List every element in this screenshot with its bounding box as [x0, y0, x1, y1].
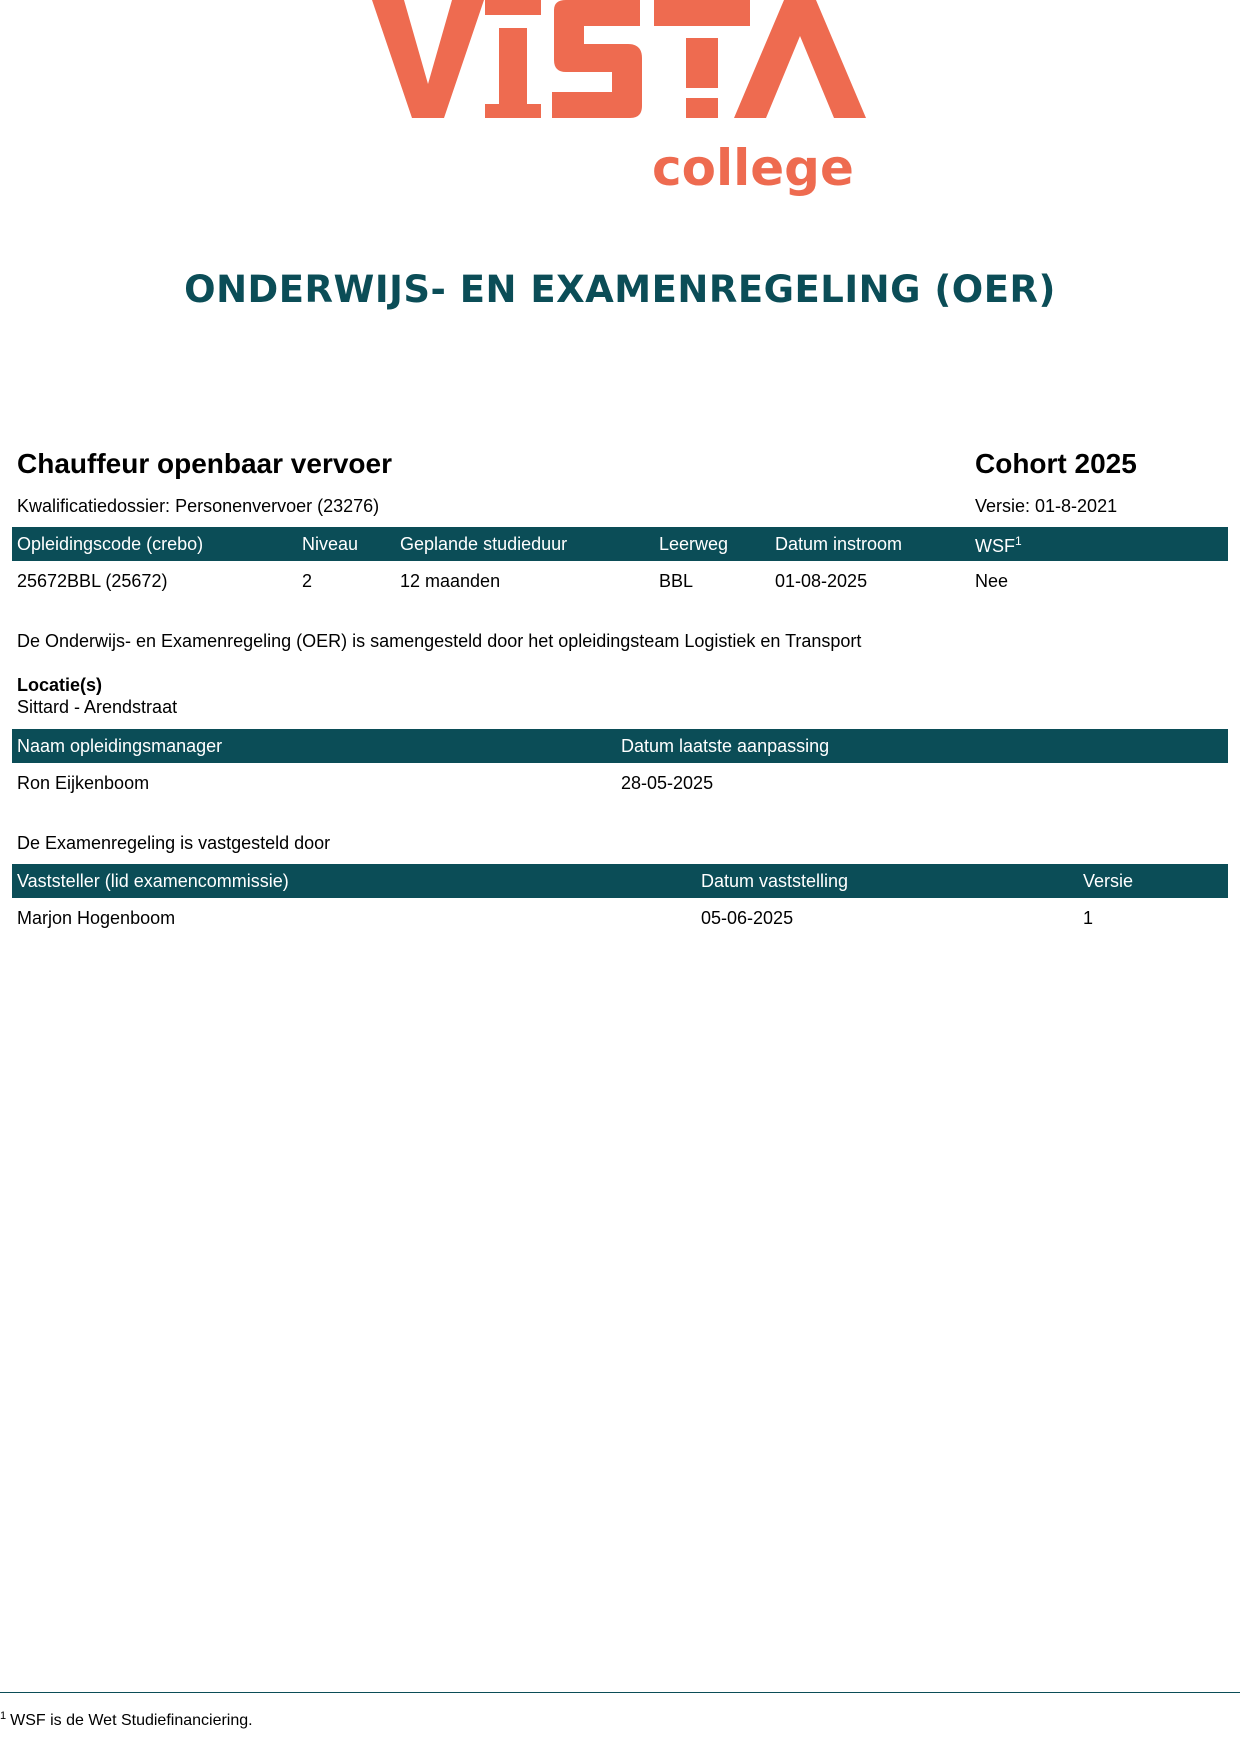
- cell-leerweg: BBL: [659, 571, 694, 591]
- header-datum-vaststelling: Datum vaststelling: [701, 871, 849, 891]
- cell-datum-vaststelling: 05-06-2025: [701, 908, 794, 928]
- course-name: Chauffeur openbaar vervoer: [17, 448, 392, 479]
- header-vaststeller: Vaststeller (lid examencommissie): [17, 871, 289, 891]
- composed-by-text: De Onderwijs- en Examenregeling (OER) is samengesteld door het opleidingsteam Logistiek en Transport: [17, 631, 862, 651]
- cell-vaststeller: Marjon Hogenboom: [17, 908, 176, 928]
- document-title: ONDERWIJS- EN EXAMENREGELING (OER): [184, 268, 1056, 311]
- header-wsf-label: WSF: [975, 536, 1015, 556]
- header-studieduur: Geplande studieduur: [400, 534, 568, 554]
- cell-opleidingscode: 25672BBL (25672): [17, 571, 168, 591]
- cell-manager-name: Ron Eijkenboom: [17, 773, 150, 793]
- cell-versie: 1: [1083, 908, 1094, 928]
- established-by-text: De Examenregeling is vastgesteld door: [17, 833, 331, 853]
- location-value: Sittard - Arendstraat: [17, 697, 178, 717]
- logo-subtitle: college: [652, 139, 854, 197]
- header-leerweg: Leerweg: [659, 534, 729, 554]
- footnote-number: 1: [0, 1710, 7, 1722]
- header-versie: Versie: [1083, 871, 1134, 891]
- versie-label: Versie: 01-8-2021: [975, 496, 1118, 516]
- establish-table-header: [12, 864, 1228, 898]
- cell-niveau: 2: [302, 571, 313, 591]
- header-datum-instroom: Datum instroom: [775, 534, 903, 554]
- vista-college-logo: [370, 0, 870, 205]
- header-wsf: [975, 534, 1022, 557]
- footnote-text: WSF is de Wet Studiefinanciering.: [10, 1712, 253, 1729]
- header-opleidingscode: Opleidingscode (crebo): [17, 534, 204, 554]
- header-opleidingsmanager: Naam opleidingsmanager: [17, 736, 223, 756]
- cell-datum-instroom: 01-08-2025: [775, 571, 868, 591]
- footnote: [0, 1710, 253, 1730]
- wsf-footnote-ref[interactable]: 1: [1015, 534, 1022, 548]
- manager-table-header: [12, 729, 1228, 763]
- cell-wsf: Nee: [975, 571, 1009, 591]
- header-laatste-aanpassing: Datum laatste aanpassing: [621, 736, 830, 756]
- header-niveau: Niveau: [302, 534, 359, 554]
- footnote-divider: [0, 1692, 1240, 1693]
- location-label: Locatie(s): [17, 675, 103, 695]
- cohort-label: Cohort 2025: [975, 448, 1137, 479]
- program-table-header: [12, 527, 1228, 561]
- cell-laatste-aanpassing: 28-05-2025: [621, 773, 714, 793]
- cell-studieduur: 12 maanden: [400, 571, 501, 591]
- kwalificatiedossier: Kwalificatiedossier: Personenvervoer (23276): [17, 496, 380, 516]
